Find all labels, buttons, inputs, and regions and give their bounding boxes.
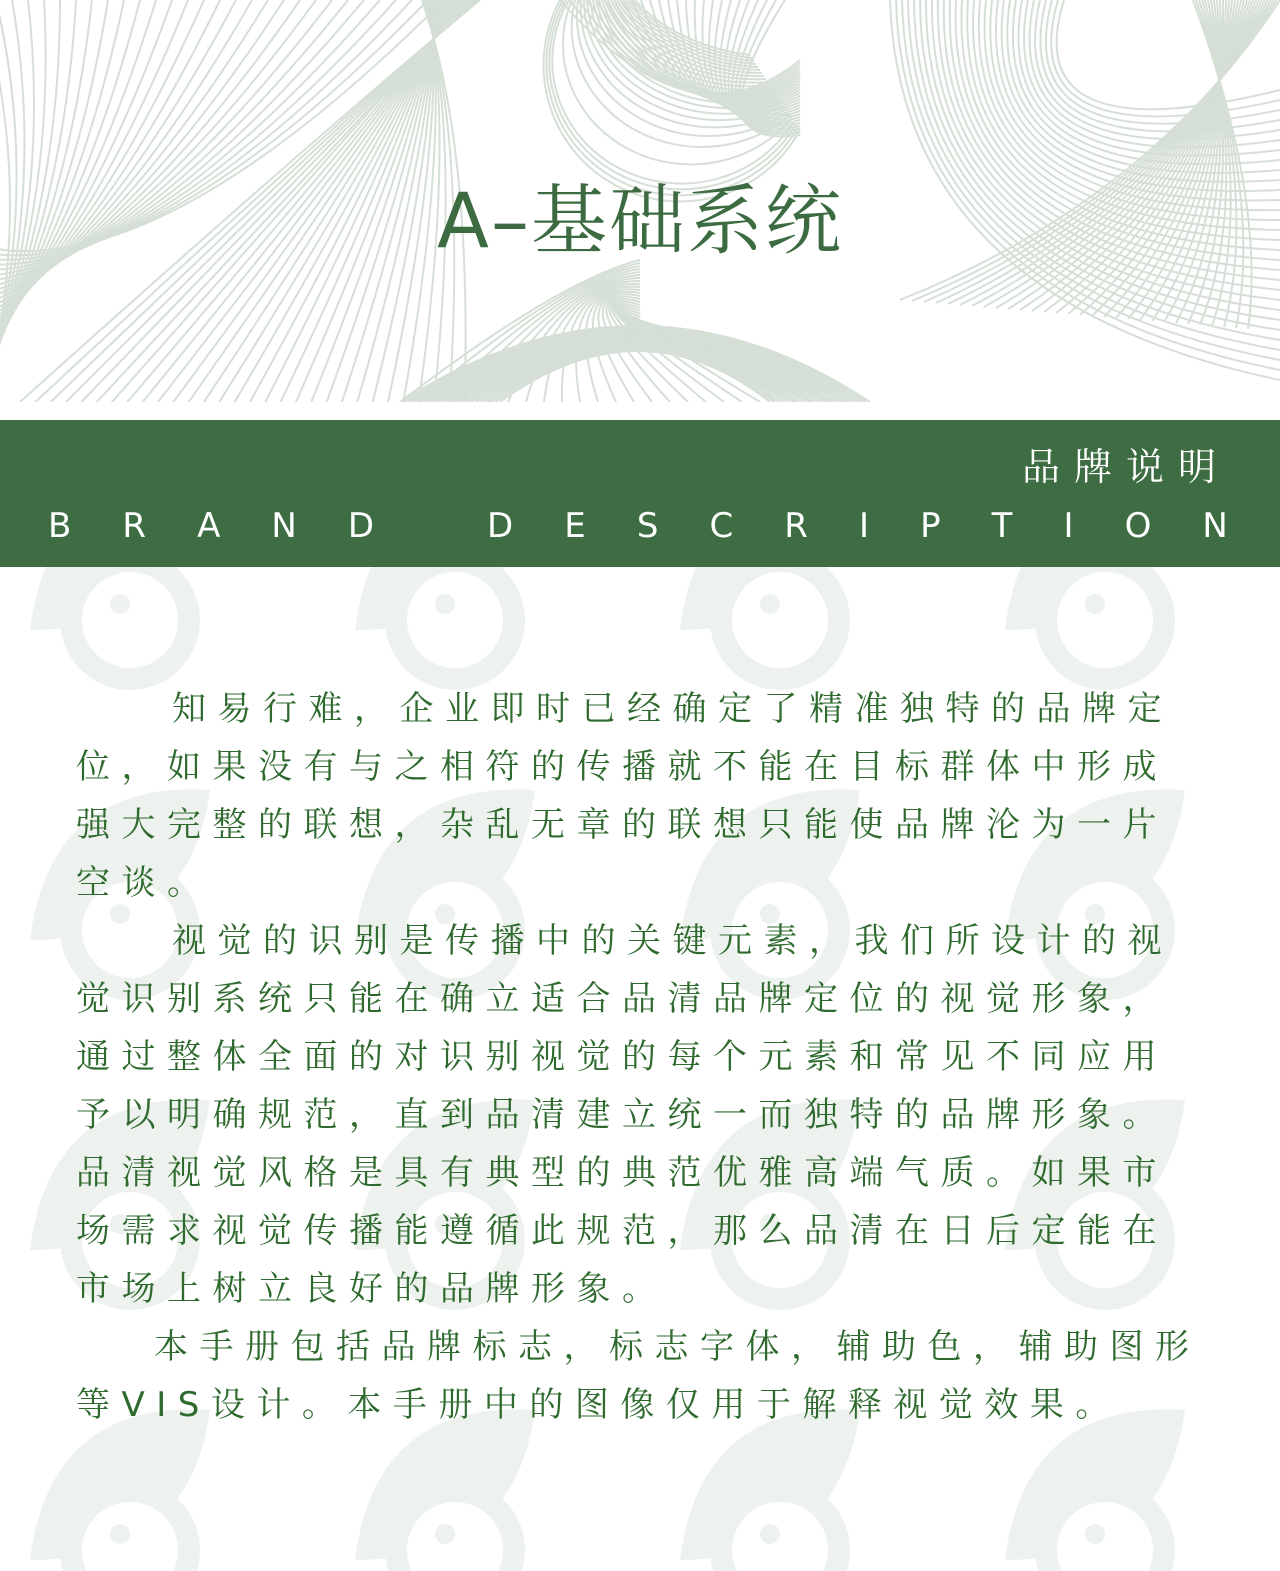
title-letter: I (858, 506, 870, 546)
text-line: 位，如果没有与之相符的传播就不能在目标群体中形成 (76, 747, 1168, 787)
text-line: 强大完整的联想，杂乱无章的联想只能使品牌沦为一片 (76, 805, 1168, 845)
title-letter: B (48, 506, 72, 546)
title-letter: A (197, 506, 221, 546)
title-letter: D (347, 506, 375, 546)
title-letter (425, 506, 436, 546)
title-letter: N (1202, 506, 1228, 546)
text-line: 觉识别系统只能在确立适合品清品牌定位的视觉形象， (76, 979, 1168, 1019)
title-letter: P (920, 506, 941, 546)
title-letter: O (1124, 506, 1152, 546)
text-line: 场需求视觉传播能遵循此规范，那么品清在日后定能在 (76, 1211, 1168, 1251)
title-letter: I (1063, 506, 1074, 546)
text-line: 视觉的识别是传播中的关键元素，我们所设计的视 (172, 921, 1173, 961)
title-letter: T (991, 506, 1013, 546)
page-title: A–基础系统 (437, 176, 843, 265)
title-letter: R (784, 506, 808, 546)
text-line: 予以明确规范，直到品清建立统一而独特的品牌形象。 (76, 1095, 1168, 1135)
text-line: 市场上树立良好的品牌形象。 (76, 1269, 668, 1309)
title-letter: S (636, 506, 659, 546)
text-line: 品清视觉风格是具有典型的典范优雅高端气质。如果市 (76, 1153, 1168, 1193)
title-letter: N (271, 506, 297, 546)
brand-description-text (76, 680, 1226, 1434)
text-line: 空谈。 (76, 863, 213, 903)
title-letter: D (487, 506, 514, 546)
section-title-en (48, 506, 1228, 546)
text-line: 等VIS设计。本手册中的图像仅用于解释视觉效果。 (76, 1385, 1121, 1425)
text-line: 本手册包括品牌标志，标志字体，辅助色，辅助图形 (154, 1327, 1201, 1367)
section-band (0, 420, 1280, 567)
title-letter: C (709, 506, 734, 546)
title-letter: R (122, 506, 147, 546)
title-letter: E (564, 506, 586, 546)
text-line: 知易行难，企业即时已经确定了精准独特的品牌定 (172, 689, 1173, 729)
text-line: 通过整体全面的对识别视觉的每个元素和常见不同应用 (76, 1037, 1168, 1077)
section-title-cn: 品牌说明 (1021, 445, 1230, 489)
